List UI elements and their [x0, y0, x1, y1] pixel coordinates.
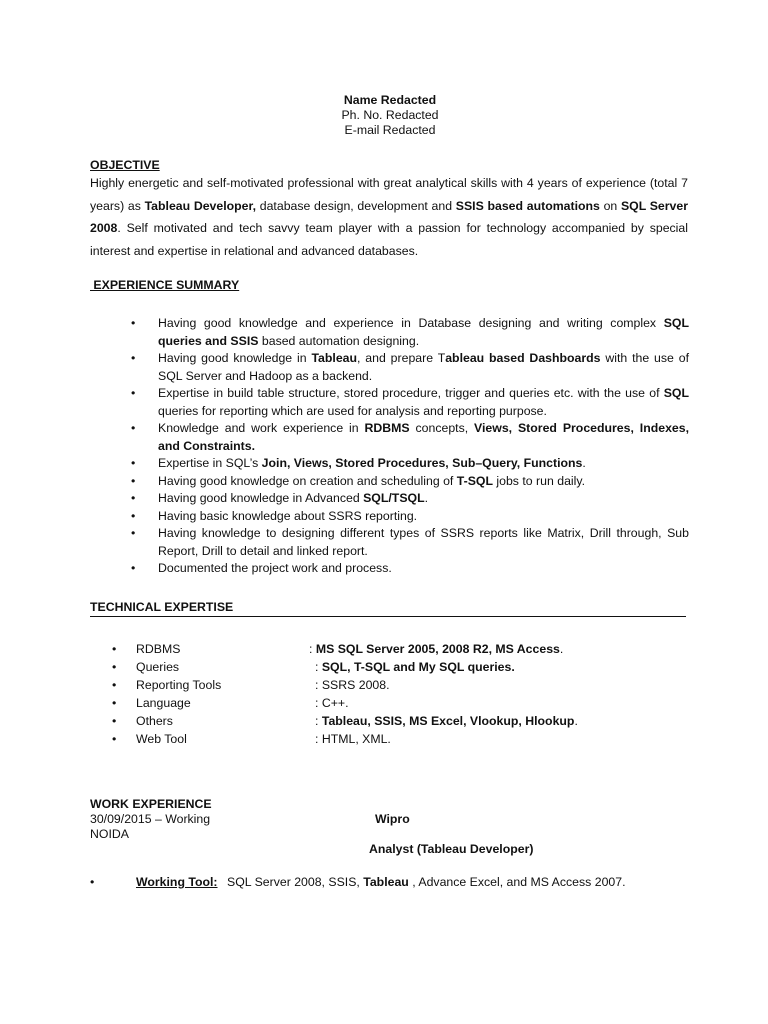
work-location: NOIDA [90, 827, 129, 841]
working-tool-label: Working Tool: [136, 875, 218, 889]
bullet-icon: • [131, 508, 136, 523]
list-item: • Having knowledge to designing different types of SSRS reports like Matrix, Drill through, Sub Report, Drill to detail and linked report. [131, 526, 689, 558]
work-experience-heading: WORK EXPERIENCE [90, 797, 212, 811]
bullet-icon: • [112, 660, 117, 674]
skill-category: Queries [136, 660, 180, 674]
table-row [112, 730, 712, 748]
bullet-icon: • [131, 561, 136, 575]
bullet-icon: • [131, 491, 136, 505]
bullet-icon: • [131, 456, 136, 470]
bullet-icon: • [112, 642, 117, 656]
work-period-block [90, 812, 210, 842]
table-row [112, 676, 712, 694]
experience-summary-list [131, 315, 689, 578]
table-row [112, 658, 712, 676]
skill-category: Others [136, 714, 173, 728]
experience-summary-heading: EXPERIENCE SUMMARY [90, 278, 240, 292]
bullet-icon: • [112, 678, 117, 692]
technical-expertise-table [112, 640, 712, 748]
table-row [112, 640, 712, 658]
bullet-icon: • [131, 421, 136, 435]
list-item: • Documented the project work and process. [131, 560, 689, 578]
skill-value: : SSRS 2008. [315, 678, 390, 692]
bullet-icon: • [131, 526, 136, 540]
list-item: • Having basic knowledge about SSRS reporting. [131, 508, 689, 526]
skill-value: : MS SQL Server 2005, 2008 R2, MS Access. [309, 642, 564, 656]
bullet-icon: • [112, 732, 117, 746]
phone-number: Ph. No. Redacted [341, 108, 439, 122]
skill-value: : Tableau, SSIS, MS Excel, Vlookup, Hlookup. [315, 714, 578, 728]
skill-category: RDBMS [136, 642, 181, 656]
company-name: Wipro [375, 812, 410, 826]
skill-value: : C++. [315, 696, 349, 710]
skill-category: Language [136, 696, 191, 710]
list-item: • Having good knowledge on creation and scheduling of T-SQL jobs to run daily. [131, 473, 689, 491]
bullet-icon: • [131, 386, 136, 400]
skill-value: : SQL, T-SQL and My SQL queries. [315, 660, 515, 674]
list-item: • Knowledge and work experience in RDBMS concepts, Views, Stored Procedures, Indexes, and Constraints. [131, 421, 689, 453]
work-period: 30/09/2015 – Working [90, 812, 211, 826]
bullet-icon: • [131, 316, 136, 330]
list-item: • Expertise in SQL’s Join, Views, Stored Procedures, Sub–Query, Functions. [131, 455, 689, 473]
working-tool-text: SQL Server 2008, SSIS, Tableau , Advance Excel, and MS Access 2007. [227, 875, 626, 889]
bullet-icon: • [131, 473, 136, 488]
table-row [112, 694, 712, 712]
bullet-icon: • [112, 714, 117, 728]
objective-text: Highly energetic and self-motivated professional with great analytical skills with 4 years of experience (total 7 years) as Tableau Developer, database design, development and SSIS based automations on SQL Server 2008. Self motivated and tech savvy team player with a passion for technology accompanied by special interest and expertise in relational and advanced databases. [90, 176, 689, 258]
bullet-icon: • [112, 696, 117, 710]
candidate-name: Name Redacted [343, 93, 437, 107]
list-item: • Expertise in build table structure, stored procedure, trigger and queries etc. with the use of SQL queries for reporting which are used for analysis and reporting purpose. [131, 386, 689, 418]
skill-value: : HTML, XML. [315, 732, 391, 746]
section-divider [90, 616, 686, 617]
skill-category: Web Tool [136, 732, 187, 746]
list-item: • Having good knowledge in Tableau, and prepare Tableau based Dashboards with the use of SQL Server and Hadoop as a backend. [131, 351, 690, 383]
bullet-icon: • [90, 875, 95, 889]
email-address: E-mail Redacted [344, 123, 436, 137]
table-row [112, 712, 712, 730]
objective-heading: OBJECTIVE [90, 158, 160, 172]
contact-header [0, 93, 768, 138]
skill-category: Reporting Tools [136, 678, 222, 692]
list-item: • Having good knowledge in Advanced SQL/TSQL. [131, 490, 689, 508]
bullet-icon: • [131, 351, 136, 365]
technical-expertise-heading: TECHNICAL EXPERTISE [90, 600, 234, 614]
job-role: Analyst (Tableau Developer) [369, 842, 534, 856]
list-item: • Having good knowledge and experience in Database designing and writing complex SQL queries and SSIS based automation designing. [131, 316, 689, 348]
